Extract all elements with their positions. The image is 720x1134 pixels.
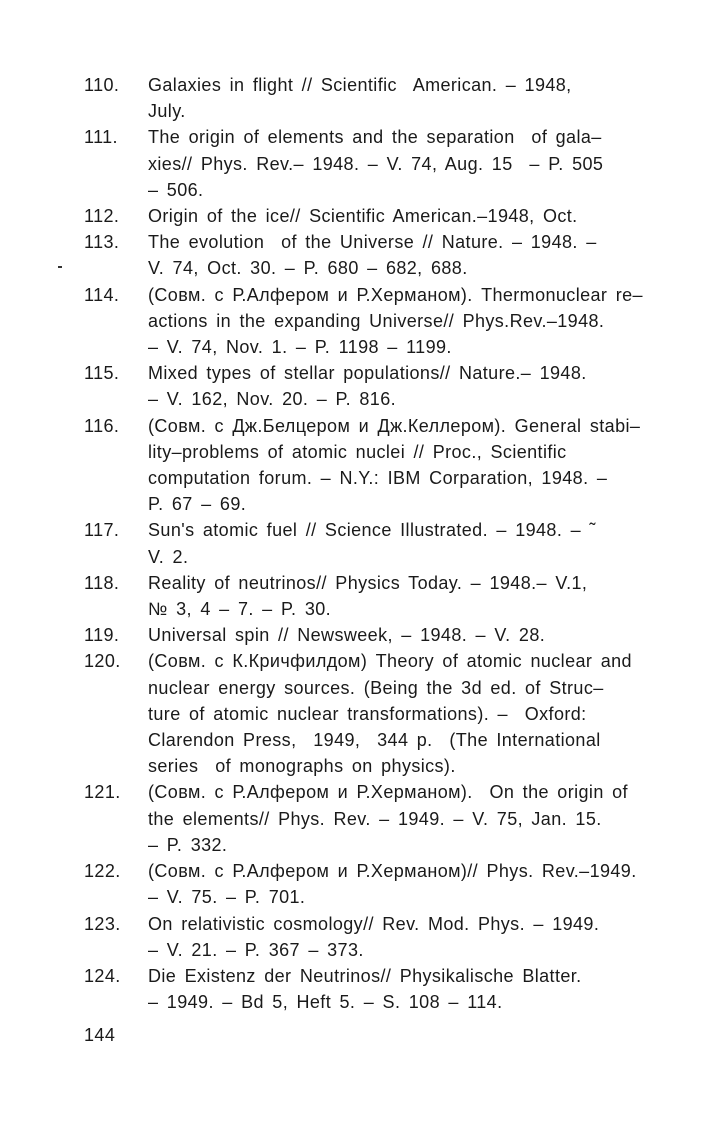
reference-entry bbox=[0, 203, 720, 229]
reference-number: 124. bbox=[84, 965, 121, 986]
reference-number: 115. bbox=[84, 363, 120, 384]
reference-entry bbox=[0, 360, 720, 412]
reference-line: – V. 75. – P. 701. bbox=[148, 887, 306, 908]
reference-line: № 3, 4 – 7. – P. 30. bbox=[148, 599, 332, 620]
reference-number: 117. bbox=[84, 520, 120, 541]
reference-entry bbox=[0, 72, 720, 124]
reference-number: 113. bbox=[84, 232, 120, 253]
reference-line: V. 74, Oct. 30. – P. 680 – 682, 688. bbox=[148, 258, 468, 279]
reference-text bbox=[148, 570, 720, 622]
reference-line: Galaxies in flight // Scientific American. – 1948, bbox=[148, 75, 572, 95]
reference-line: Mixed types of stellar populations// Nature.– 1948. bbox=[148, 363, 587, 384]
reference-line: – 1949. – Bd 5, Heft 5. – S. 108 – 114. bbox=[148, 992, 503, 1013]
reference-line: computation forum. – N.Y.: IBM Corparation, 1948. – bbox=[148, 468, 608, 489]
reference-line: July. bbox=[148, 101, 186, 122]
reference-line: (Совм. с Р.Алфером и Р.Херманом). Thermonuclear re– bbox=[148, 284, 643, 305]
reference-text bbox=[148, 622, 720, 648]
reference-text bbox=[148, 72, 720, 124]
reference-text bbox=[148, 360, 720, 412]
reference-number: 111. bbox=[84, 127, 118, 148]
reference-entry bbox=[0, 413, 720, 518]
reference-number: 110. bbox=[84, 75, 120, 95]
reference-line: (Совм. с Р.Алфером и Р.Херманом). On the origin of bbox=[148, 782, 628, 803]
reference-number: 119. bbox=[84, 625, 120, 646]
reference-entry bbox=[0, 229, 720, 281]
page-number: 144 bbox=[84, 1025, 116, 1045]
reference-line: Sun's atomic fuel // Science Illustrated. – 1948. – ˜ bbox=[148, 520, 596, 541]
reference-number: 112. bbox=[84, 206, 120, 227]
reference-line: On relativistic cosmology// Rev. Mod. Phys. – 1949. bbox=[148, 913, 600, 934]
reference-entry bbox=[0, 570, 720, 622]
reference-text bbox=[148, 124, 720, 203]
reference-text bbox=[148, 282, 720, 361]
reference-number: 116. bbox=[84, 415, 120, 436]
reference-text bbox=[148, 858, 720, 910]
reference-text bbox=[148, 517, 720, 569]
reference-entry bbox=[0, 124, 720, 203]
reference-line: actions in the expanding Universe// Phys.Rev.–1948. bbox=[148, 310, 605, 331]
reference-number: 122. bbox=[84, 861, 121, 882]
reference-text bbox=[148, 413, 720, 518]
reference-text bbox=[148, 229, 720, 281]
reference-line: xies// Phys. Rev.– 1948. – V. 74, Aug. 15 – P. 505 bbox=[148, 153, 604, 174]
reference-line: – V. 74, Nov. 1. – P. 1198 – 1199. bbox=[148, 337, 452, 358]
reference-entry bbox=[0, 648, 720, 779]
reference-entry bbox=[0, 622, 720, 648]
reference-line: P. 67 – 69. bbox=[148, 494, 247, 515]
reference-line: – V. 162, Nov. 20. – P. 816. bbox=[148, 389, 397, 410]
reference-line: – V. 21. – P. 367 – 373. bbox=[148, 939, 364, 960]
reference-text bbox=[148, 779, 720, 858]
reference-line: The evolution of the Universe // Nature. – 1948. – bbox=[148, 232, 597, 253]
reference-text bbox=[148, 203, 720, 229]
reference-line: Origin of the ice// Scientific American.–1948, Oct. bbox=[148, 206, 578, 227]
reference-line: – P. 332. bbox=[148, 834, 228, 855]
reference-entry bbox=[0, 963, 720, 1015]
reference-line: the elements// Phys. Rev. – 1949. – V. 75, Jan. 15. bbox=[148, 808, 602, 829]
reference-number: 118. bbox=[84, 572, 120, 593]
reference-line: (Совм. с К.Кричфилдом) Theory of atomic nuclear and bbox=[148, 651, 632, 672]
reference-line: lity–problems of atomic nuclei // Proc., Scientific bbox=[148, 441, 567, 462]
reference-line: The origin of elements and the separation of gala– bbox=[148, 127, 602, 148]
reference-number: 121. bbox=[84, 782, 121, 803]
reference-entry bbox=[0, 858, 720, 910]
reference-line: Clarendon Press, 1949, 344 p. (The International bbox=[148, 730, 601, 751]
reference-line: ture of atomic nuclear transformations). – Oxford: bbox=[148, 703, 587, 724]
reference-text bbox=[148, 648, 720, 779]
reference-entry bbox=[0, 779, 720, 858]
reference-entry bbox=[0, 282, 720, 361]
reference-text bbox=[148, 911, 720, 963]
reference-line: Reality of neutrinos// Physics Today. – 1948.– V.1, bbox=[148, 572, 588, 593]
reference-line: – 506. bbox=[148, 179, 204, 200]
reference-entry bbox=[0, 517, 720, 569]
reference-number: 123. bbox=[84, 913, 121, 934]
reference-text bbox=[148, 963, 720, 1015]
reference-line: V. 2. bbox=[148, 546, 189, 567]
reference-line: Die Existenz der Neutrinos// Physikalische Blatter. bbox=[148, 965, 582, 986]
reference-line: (Совм. с Дж.Белцером и Дж.Келлером). General stabi– bbox=[148, 415, 641, 436]
reference-number: 114. bbox=[84, 284, 120, 305]
reference-line: (Совм. с Р.Алфером и Р.Херманом)// Phys. Rev.–1949. bbox=[148, 861, 637, 882]
reference-line: Universal spin // Newsweek, – 1948. – V. 28. bbox=[148, 625, 546, 646]
reference-number: 120. bbox=[84, 651, 121, 672]
reference-line: nuclear energy sources. (Being the 3d ed. of Struc– bbox=[148, 677, 604, 698]
reference-line: series of monographs on physics). bbox=[148, 756, 456, 777]
reference-entry bbox=[0, 911, 720, 963]
reference-list bbox=[0, 72, 720, 1015]
